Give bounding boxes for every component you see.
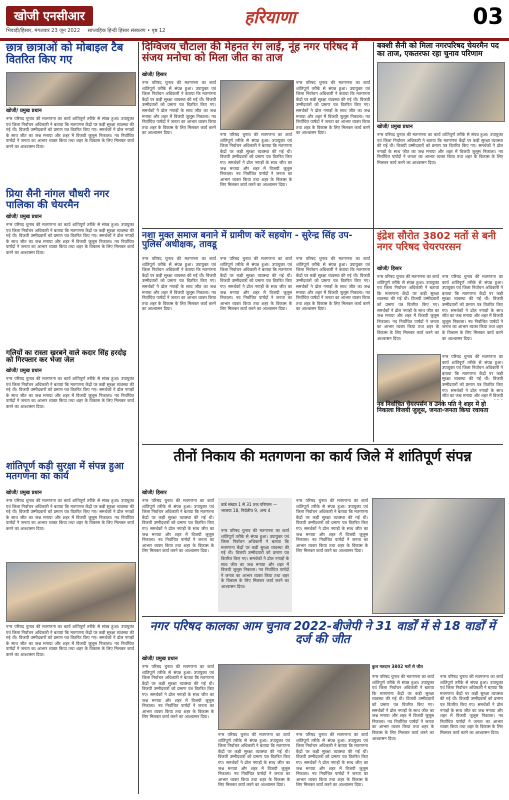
article-headline-julus: नव निर्वाचित चेयरपर्सन व उनके पति ने शहर में हो निकाला विजयी जुलूस, जनता-जनता किया रवायता <box>377 401 489 415</box>
article-photo-security <box>6 562 136 622</box>
article-body-indresh-3: नगर परिषद चुनाव की मतगणना का कार्य शांतिपूर्ण तरीके से संपन्न हुआ। उपायुक्त एवं जिला निर्वाचन अधिकारी ने बताया कि मतगणना केंद्रों पर कड़ी सुरक्षा व्यवस्था की गई थी। विजयी उम्मीदवारों को प्रमाण पत्र वितरित किए गए। समर्थकों ने ढोल नगाड़ों के साथ जीत का जश्न मनाया और शहर में विजयी <box>442 354 503 399</box>
article-body-arrest: नगर परिषद चुनाव की मतगणना का कार्य शांतिपूर्ण तरीके से संपन्न हुआ। उपायुक्त एवं जिला निर्वाचन अधिकारी ने बताया कि मतगणना केंद्रों पर कड़ी सुरक्षा व्यवस्था की गई थी। विजयी उम्मीदवारों को प्रमाण पत्र वितरित किए गए। समर्थकों ने ढोल नगाड़ों के साथ जीत का जश्न मनाया और शहर में विजयी जुलूस निकाला। नव निर्वाचित पार्षदों ने जनता का आभार व्यक्त किया तथा शहर के विकास के लिए मिलकर कार्य करने का आश्वासन दिया। <box>6 376 134 409</box>
article-body-priya: नगर परिषद चुनाव की मतगणना का कार्य शांतिपूर्ण तरीके से संपन्न हुआ। उपायुक्त एवं जिला निर्वाचन अधिकारी ने बताया कि मतगणना केंद्रों पर कड़ी सुरक्षा व्यवस्था की गई थी। विजयी उम्मीदवारों को प्रमाण पत्र वितरित किए गए। समर्थकों ने ढोल नगाड़ों के साथ जीत का जश्न मनाया और शहर में विजयी जुलूस निकाला। नव निर्वाचित पार्षदों ने जनता का आभार व्यक्त किया तथा शहर के विकास के लिए मिलकर कार्य करने का आश्वासन दिया। <box>6 222 134 255</box>
byline-security: खोजी/ प्रमुख प्रधान <box>6 490 42 496</box>
article-photo-chautala <box>220 80 294 130</box>
article-headline-kalka: नगर परिषद कालका आम चुनाव 2022-बीजेपी ने 31 वार्डों में से 18 वार्डों में दर्ज की जीत <box>149 619 496 646</box>
article-headline-matganana: तीनों निकाय की मतगणना का कार्य जिले में शांतिपूर्ण संपन्न <box>173 449 472 465</box>
byline-chautala: खोजी/ हिसार <box>142 72 167 78</box>
article-photo-bakshi <box>377 62 505 122</box>
total-votes-text: कुल मतदान 3802 मतों से जीत <box>372 664 423 669</box>
article-photo-indresh <box>377 354 441 402</box>
article-body-tabs: नगर परिषद चुनाव की मतगणना का कार्य शांतिपूर्ण तरीके से संपन्न हुआ। उपायुक्त एवं जिला निर्वाचन अधिकारी ने बताया कि मतगणना केंद्रों पर कड़ी सुरक्षा व्यवस्था की गई थी। विजयी उम्मीदवारों को प्रमाण पत्र वितरित किए गए। समर्थकों ने ढोल नगाड़ों के साथ जीत का जश्न मनाया और शहर में विजयी जुलूस निकाला। नव निर्वाचित पार्षदों ने जनता का आभार व्यक्त किया तथा शहर के विकास के लिए मिलकर कार्य करने का आश्वासन दिया। <box>6 116 134 149</box>
article-headline-nasha: नशा मुक्त समाज बनाने में ग्रामीण करें सहयोग - सुरेन्द्र सिंह उप-पुलिस अधीक्षक, तावडू <box>142 231 353 251</box>
article-body-matganana-2: नगर परिषद चुनाव की मतगणना का कार्य शांतिपूर्ण तरीके से संपन्न हुआ। उपायुक्त एवं जिला निर्वाचन अधिकारी ने बताया कि मतगणना केंद्रों पर कड़ी सुरक्षा व्यवस्था की गई थी। विजयी उम्मीदवारों को प्रमाण पत्र वितरित किए गए। समर्थकों ने ढोल नगाड़ों के साथ जीत का जश्न मनाया और शहर में विजयी जुलूस निकाला। नव निर्वाचित पार्षदों ने जनता का आभार व्यक्त किया तथा शहर के विकास के लिए मिलकर कार्य करने का आश्वासन दिया। <box>296 498 368 554</box>
article-headline-priya: प्रिया सैनी नांगल चौधरी नगर पालिका की चेयरमैन <box>6 189 110 211</box>
article-headline-chautala: दिग्विजय चौटाला की मेहनत रंग लाई, नूंह नगर परिषद में संजय मनोचा को मिला जीत का ताज <box>142 41 358 65</box>
article-body-security-cont: नगर परिषद चुनाव की मतगणना का कार्य शांतिपूर्ण तरीके से संपन्न हुआ। उपायुक्त एवं जिला निर्वाचन अधिकारी ने बताया कि मतगणना केंद्रों पर कड़ी सुरक्षा व्यवस्था की गई थी। विजयी उम्मीदवारों को प्रमाण पत्र वितरित किए गए। समर्थकों ने ढोल नगाड़ों के साथ जीत का जश्न मनाया और शहर में विजयी जुलूस निकाला। नव निर्वाचित पार्षदों ने जनता का आभार व्यक्त किया तथा शहर के विकास के लिए मिलकर कार्य करने का आश्वासन दिया। <box>6 624 134 657</box>
article-body-indresh-1: नगर परिषद चुनाव की मतगणना का कार्य शांतिपूर्ण तरीके से संपन्न हुआ। उपायुक्त एवं जिला निर्वाचन अधिकारी ने बताया कि मतगणना केंद्रों पर कड़ी सुरक्षा व्यवस्था की गई थी। विजयी उम्मीदवारों को प्रमाण पत्र वितरित किए गए। समर्थकों ने ढोल नगाड़ों के साथ जीत का जश्न मनाया और शहर में विजयी जुलूस निकाला। नव निर्वाचित पार्षदों ने जनता का आभार व्यक्त किया तथा शहर के विकास के लिए मिलकर कार्य करने का आश्वासन दिया। <box>377 274 439 341</box>
article-body-kalka-2: नगर परिषद चुनाव की मतगणना का कार्य शांतिपूर्ण तरीके से संपन्न हुआ। उपायुक्त एवं जिला निर्वाचन अधिकारी ने बताया कि मतगणना केंद्रों पर कड़ी सुरक्षा व्यवस्था की गई थी। विजयी उम्मीदवारों को प्रमाण पत्र वितरित किए गए। समर्थकों ने ढोल नगाड़ों के साथ जीत का जश्न मनाया और शहर में विजयी जुलूस निकाला। नव निर्वाचित पार्षदों ने जनता का आभार व्यक्त किया तथा शहर के विकास के लिए मिलकर कार्य करने का आश्वासन दिया। <box>218 732 290 788</box>
results-table-body: नगर परिषद चुनाव की मतगणना का कार्य शांतिपूर्ण तरीके से संपन्न हुआ। उपायुक्त एवं जिला निर्वाचन अधिकारी ने बताया कि मतगणना केंद्रों पर कड़ी सुरक्षा व्यवस्था की गई थी। विजयी उम्मीदवारों को प्रमाण पत्र वितरित किए गए। समर्थकों ने ढोल नगाड़ों के साथ जीत का जश्न मनाया और शहर में विजयी जुलूस निकाला। नव निर्वाचित पार्षदों ने जनता का आभार व्यक्त किया तथा शहर के विकास के लिए मिलकर कार्य करने का आश्वासन दिया। <box>221 528 289 589</box>
byline-indresh: खोजी/ हिसार <box>377 266 402 272</box>
byline-bakshi: खोजी/ प्रमुख प्रधान <box>377 124 413 130</box>
article-body-security: नगर परिषद चुनाव की मतगणना का कार्य शांतिपूर्ण तरीके से संपन्न हुआ। उपायुक्त एवं जिला निर्वाचन अधिकारी ने बताया कि मतगणना केंद्रों पर कड़ी सुरक्षा व्यवस्था की गई थी। विजयी उम्मीदवारों को प्रमाण पत्र वितरित किए गए। समर्थकों ने ढोल नगाड़ों के साथ जीत का जश्न मनाया और शहर में विजयी जुलूस निकाला। नव निर्वाचित पार्षदों ने जनता का आभार व्यक्त किया तथा शहर के विकास के लिए मिलकर कार्य करने का आश्वासन दिया। <box>6 498 134 531</box>
byline-kalka: खोजी/ प्रमुख प्रधान <box>142 656 178 662</box>
article-body-kalka-1: नगर परिषद चुनाव की मतगणना का कार्य शांतिपूर्ण तरीके से संपन्न हुआ। उपायुक्त एवं जिला निर्वाचन अधिकारी ने बताया कि मतगणना केंद्रों पर कड़ी सुरक्षा व्यवस्था की गई थी। विजयी उम्मीदवारों को प्रमाण पत्र वितरित किए गए। समर्थकों ने ढोल नगाड़ों के साथ जीत का जश्न मनाया और शहर में विजयी जुलूस निकाला। नव निर्वाचित पार्षदों ने जनता का आभार व्यक्त किया तथा शहर के विकास के लिए मिलकर कार्य करने का आश्वासन दिया। <box>142 664 214 720</box>
ward-results-text: वार्ड संख्या 1 से 31 तक परिणाम — भाजपा 18, निर्दलीय 9, अन्य 4 <box>221 502 278 513</box>
byline-tabs: खोजी/ प्रमुख प्रधान <box>6 108 42 114</box>
page-number: 03 <box>472 5 504 30</box>
article-body-chautala-1: नगर परिषद चुनाव की मतगणना का कार्य शांतिपूर्ण तरीके से संपन्न हुआ। उपायुक्त एवं जिला निर्वाचन अधिकारी ने बताया कि मतगणना केंद्रों पर कड़ी सुरक्षा व्यवस्था की गई थी। विजयी उम्मीदवारों को प्रमाण पत्र वितरित किए गए। समर्थकों ने ढोल नगाड़ों के साथ जीत का जश्न मनाया और शहर में विजयी जुलूस निकाला। नव निर्वाचित पार्षदों ने जनता का आभार व्यक्त किया तथा शहर के विकास के लिए मिलकर कार्य करने का आश्वासन दिया। <box>142 80 216 136</box>
article-photo-matganana <box>372 498 505 614</box>
dateline-date: भिवाड़ी/हिसार, मंगलवार 23 जून 2022 <box>6 28 81 34</box>
article-body-bakshi: नगर परिषद चुनाव की मतगणना का कार्य शांतिपूर्ण तरीके से संपन्न हुआ। उपायुक्त एवं जिला निर्वाचन अधिकारी ने बताया कि मतगणना केंद्रों पर कड़ी सुरक्षा व्यवस्था की गई थी। विजयी उम्मीदवारों को प्रमाण पत्र वितरित किए गए। समर्थकों ने ढोल नगाड़ों के साथ जीत का जश्न मनाया और शहर में विजयी जुलूस निकाला। नव निर्वाचित पार्षदों ने जनता का आभार व्यक्त किया तथा शहर के विकास के लिए मिलकर कार्य करने का आश्वासन दिया। <box>377 132 503 165</box>
article-body-chautala-2: नगर परिषद चुनाव की मतगणना का कार्य शांतिपूर्ण तरीके से संपन्न हुआ। उपायुक्त एवं जिला निर्वाचन अधिकारी ने बताया कि मतगणना केंद्रों पर कड़ी सुरक्षा व्यवस्था की गई थी। विजयी उम्मीदवारों को प्रमाण पत्र वितरित किए गए। समर्थकों ने ढोल नगाड़ों के साथ जीत का जश्न मनाया और शहर में विजयी जुलूस निकाला। नव निर्वाचित पार्षदों ने जनता का आभार व्यक्त किया तथा शहर के विकास के लिए मिलकर कार्य करने का आश्वासन दिया। <box>220 132 292 188</box>
byline-matganana: खोजी/ हिसार <box>142 490 167 496</box>
dateline-edition: साप्ताहिक हिन्दी हिसार संस्करण • पृष्ठ 12 <box>87 28 166 34</box>
article-body-chautala-3: नगर परिषद चुनाव की मतगणना का कार्य शांतिपूर्ण तरीके से संपन्न हुआ। उपायुक्त एवं जिला निर्वाचन अधिकारी ने बताया कि मतगणना केंद्रों पर कड़ी सुरक्षा व्यवस्था की गई थी। विजयी उम्मीदवारों को प्रमाण पत्र वितरित किए गए। समर्थकों ने ढोल नगाड़ों के साथ जीत का जश्न मनाया और शहर में विजयी जुलूस निकाला। नव निर्वाचित पार्षदों ने जनता का आभार व्यक्त किया तथा शहर के विकास के लिए मिलकर कार्य करने का आश्वासन दिया। <box>296 80 370 136</box>
article-headline-indresh: इंद्रेश सौरोत 3802 मतों से बनी नगर परिषद चेयरपरसन <box>377 231 496 253</box>
article-body-matganana-1: नगर परिषद चुनाव की मतगणना का कार्य शांतिपूर्ण तरीके से संपन्न हुआ। उपायुक्त एवं जिला निर्वाचन अधिकारी ने बताया कि मतगणना केंद्रों पर कड़ी सुरक्षा व्यवस्था की गई थी। विजयी उम्मीदवारों को प्रमाण पत्र वितरित किए गए। समर्थकों ने ढोल नगाड़ों के साथ जीत का जश्न मनाया और शहर में विजयी जुलूस निकाला। नव निर्वाचित पार्षदों ने जनता का आभार व्यक्त किया तथा शहर के विकास के लिए मिलकर कार्य करने का आश्वासन दिया। <box>142 498 214 554</box>
article-headline-tabs: छात्र छात्राओं को मोबाइल टैब वितरित किए गए <box>6 41 124 66</box>
article-body-indresh-2: नगर परिषद चुनाव की मतगणना का कार्य शांतिपूर्ण तरीके से संपन्न हुआ। उपायुक्त एवं जिला निर्वाचन अधिकारी ने बताया कि मतगणना केंद्रों पर कड़ी सुरक्षा व्यवस्था की गई थी। विजयी उम्मीदवारों को प्रमाण पत्र वितरित किए गए। समर्थकों ने ढोल नगाड़ों के साथ जीत का जश्न मनाया और शहर में विजयी जुलूस निकाला। नव निर्वाचित पार्षदों ने जनता का आभार व्यक्त किया तथा शहर के विकास के लिए मिलकर कार्य करने का आश्वासन दिया। <box>442 274 503 341</box>
article-body-nasha-2: नगर परिषद चुनाव की मतगणना का कार्य शांतिपूर्ण तरीके से संपन्न हुआ। उपायुक्त एवं जिला निर्वाचन अधिकारी ने बताया कि मतगणना केंद्रों पर कड़ी सुरक्षा व्यवस्था की गई थी। विजयी उम्मीदवारों को प्रमाण पत्र वितरित किए गए। समर्थकों ने ढोल नगाड़ों के साथ जीत का जश्न मनाया और शहर में विजयी जुलूस निकाला। नव निर्वाचित पार्षदों ने जनता का आभार व्यक्त किया तथा शहर के विकास के लिए मिलकर कार्य करने का आश्वासन दिया। <box>220 256 292 312</box>
dateline <box>6 28 171 34</box>
article-headline-security: शांतिपूर्ण कड़ी सुरक्षा में संपन्न हुआ मतगणना का कार्य <box>6 461 124 482</box>
column-divider <box>138 42 139 794</box>
article-photo-kalka <box>218 664 370 730</box>
byline-arrest: खोजी/ प्रमुख प्रधान <box>6 368 42 374</box>
column-divider <box>373 42 374 442</box>
article-body-kalka-5: नगर परिषद चुनाव की मतगणना का कार्य शांतिपूर्ण तरीके से संपन्न हुआ। उपायुक्त एवं जिला निर्वाचन अधिकारी ने बताया कि मतगणना केंद्रों पर कड़ी सुरक्षा व्यवस्था की गई थी। विजयी उम्मीदवारों को प्रमाण पत्र वितरित किए गए। समर्थकों ने ढोल नगाड़ों के साथ जीत का जश्न मनाया और शहर में विजयी जुलूस निकाला। नव निर्वाचित पार्षदों ने जनता का आभार व्यक्त किया तथा शहर के विकास के लिए मिलकर कार्य करने का आश्वासन दिया। <box>440 674 503 735</box>
row-divider <box>142 228 503 229</box>
byline-priya: खोजी/ प्रमुख प्रधान <box>6 214 42 220</box>
article-body-nasha-3: नगर परिषद चुनाव की मतगणना का कार्य शांतिपूर्ण तरीके से संपन्न हुआ। उपायुक्त एवं जिला निर्वाचन अधिकारी ने बताया कि मतगणना केंद्रों पर कड़ी सुरक्षा व्यवस्था की गई थी। विजयी उम्मीदवारों को प्रमाण पत्र वितरित किए गए। समर्थकों ने ढोल नगाड़ों के साथ जीत का जश्न मनाया और शहर में विजयी जुलूस निकाला। नव निर्वाचित पार्षदों ने जनता का आभार व्यक्त किया तथा शहर के विकास के लिए मिलकर कार्य करने का आश्वासन दिया। <box>296 256 370 312</box>
row-divider <box>142 616 503 617</box>
article-body-kalka-4: नगर परिषद चुनाव की मतगणना का कार्य शांतिपूर्ण तरीके से संपन्न हुआ। उपायुक्त एवं जिला निर्वाचन अधिकारी ने बताया कि मतगणना केंद्रों पर कड़ी सुरक्षा व्यवस्था की गई थी। विजयी उम्मीदवारों को प्रमाण पत्र वितरित किए गए। समर्थकों ने ढोल नगाड़ों के साथ जीत का जश्न मनाया और शहर में विजयी जुलूस निकाला। नव निर्वाचित पार्षदों ने जनता का आभार व्यक्त किया तथा शहर के विकास के लिए मिलकर कार्य करने का आश्वासन दिया। <box>372 674 434 741</box>
article-headline-bakshi: बक्शी सैनी को मिला नगरपरिषद चेयरमैन पद का ताज, एकतरफा रहा चुनाव परिणाम <box>377 41 499 58</box>
section-title: हरियाणा <box>244 8 296 28</box>
article-headline-arrest: गलियों का रास्ता खरबने वाले कदार सिंह हरदोइ को गिरफ्तार कर भेजा जेल <box>6 349 127 365</box>
article-body-kalka-3: नगर परिषद चुनाव की मतगणना का कार्य शांतिपूर्ण तरीके से संपन्न हुआ। उपायुक्त एवं जिला निर्वाचन अधिकारी ने बताया कि मतगणना केंद्रों पर कड़ी सुरक्षा व्यवस्था की गई थी। विजयी उम्मीदवारों को प्रमाण पत्र वितरित किए गए। समर्थकों ने ढोल नगाड़ों के साथ जीत का जश्न मनाया और शहर में विजयी जुलूस निकाला। नव निर्वाचित पार्षदों ने जनता का आभार व्यक्त किया तथा शहर के विकास के लिए मिलकर कार्य करने का आश्वासन दिया। <box>296 732 368 788</box>
article-photo-tabs <box>6 72 136 106</box>
newspaper-brand: खोजी एनसीआर <box>6 6 93 26</box>
article-body-nasha-1: नगर परिषद चुनाव की मतगणना का कार्य शांतिपूर्ण तरीके से संपन्न हुआ। उपायुक्त एवं जिला निर्वाचन अधिकारी ने बताया कि मतगणना केंद्रों पर कड़ी सुरक्षा व्यवस्था की गई थी। विजयी उम्मीदवारों को प्रमाण पत्र वितरित किए गए। समर्थकों ने ढोल नगाड़ों के साथ जीत का जश्न मनाया और शहर में विजयी जुलूस निकाला। नव निर्वाचित पार्षदों ने जनता का आभार व्यक्त किया तथा शहर के विकास के लिए मिलकर कार्य करने का आश्वासन दिया। <box>142 256 216 312</box>
row-divider <box>142 444 503 445</box>
